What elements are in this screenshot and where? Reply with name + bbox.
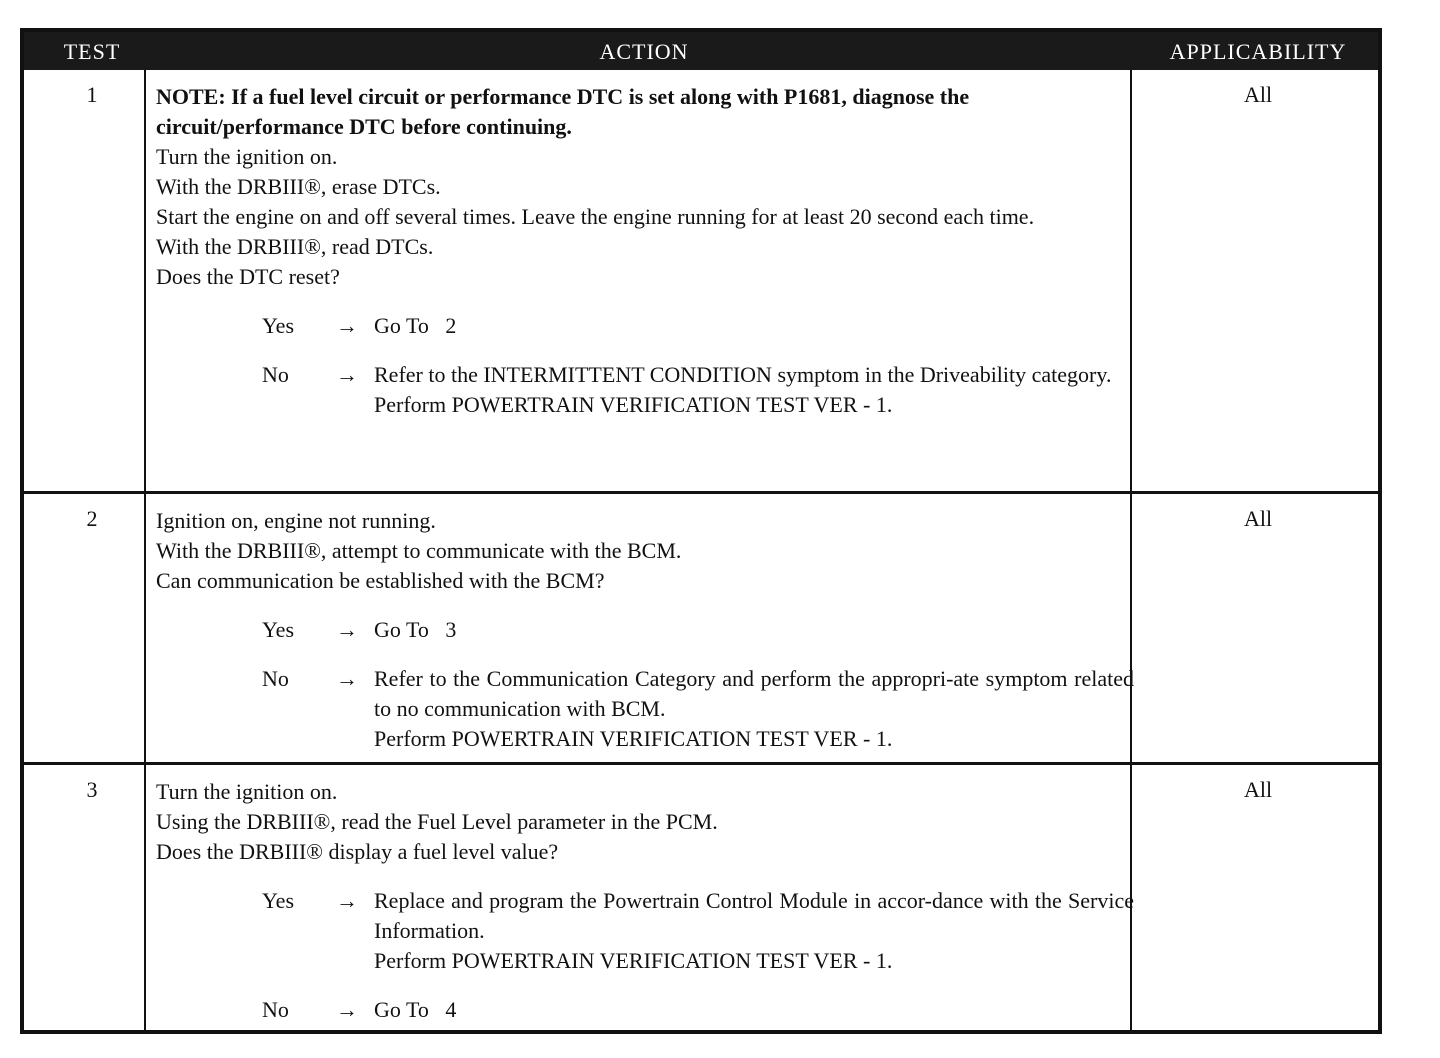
no-label: No bbox=[262, 362, 289, 387]
header-applicability: APPLICABILITY bbox=[1169, 39, 1347, 64]
step-text: Turn the ignition on. bbox=[156, 779, 338, 804]
yes-label: Yes bbox=[262, 888, 295, 913]
action-cell bbox=[156, 82, 1134, 420]
no-answer bbox=[156, 995, 1134, 1025]
step-text: Using the DRBIII®, read the Fuel Level parameter in the PCM. bbox=[156, 809, 718, 834]
test-number: 1 bbox=[86, 82, 98, 107]
answer-text: Go To 2 bbox=[374, 313, 457, 338]
step-text: With the DRBIII®, erase DTCs. bbox=[156, 174, 441, 199]
arrow-right-icon: → bbox=[336, 888, 358, 913]
step-text: Does the DRBIII® display a fuel level value? bbox=[156, 839, 559, 864]
answer-text: Refer to the Communication Category and perform the appropri-ate symptom related to no communication with BCM. bbox=[374, 666, 1134, 721]
answer-text: Go To 4 bbox=[374, 997, 457, 1022]
answer-text: Perform POWERTRAIN VERIFICATION TEST VER - 1. bbox=[374, 392, 893, 417]
step-text: With the DRBIII®, read DTCs. bbox=[156, 234, 434, 259]
row-divider bbox=[24, 762, 1378, 765]
step-text: Can communication be established with the BCM? bbox=[156, 568, 605, 593]
answer-text: Go To 3 bbox=[374, 617, 457, 642]
step-text: Ignition on, engine not running. bbox=[156, 508, 436, 533]
action-cell bbox=[156, 506, 1134, 754]
action-cell bbox=[156, 777, 1134, 1025]
answer-text: Perform POWERTRAIN VERIFICATION TEST VER - 1. bbox=[374, 726, 893, 751]
no-answer bbox=[156, 664, 1134, 754]
yes-label: Yes bbox=[262, 313, 295, 338]
answer-text: Perform POWERTRAIN VERIFICATION TEST VER - 1. bbox=[374, 948, 893, 973]
test-number: 2 bbox=[86, 506, 98, 531]
arrow-right-icon: → bbox=[336, 362, 358, 387]
yes-label: Yes bbox=[262, 617, 295, 642]
applicability-value: All bbox=[1243, 777, 1273, 802]
applicability-value: All bbox=[1243, 506, 1273, 531]
step-text: With the DRBIII®, attempt to communicate with the BCM. bbox=[156, 538, 682, 563]
arrow-right-icon: → bbox=[336, 997, 358, 1022]
yes-answer bbox=[156, 886, 1134, 976]
answer-text: Refer to the INTERMITTENT CONDITION symptom in the Driveability category. bbox=[374, 362, 1112, 387]
arrow-right-icon: → bbox=[336, 617, 358, 642]
row-divider bbox=[24, 491, 1378, 494]
header-test: TEST bbox=[63, 39, 121, 64]
arrow-right-icon: → bbox=[336, 313, 358, 338]
note-text: NOTE: If a fuel level circuit or performance DTC is set along with P1681, diagnose the circuit/performance DTC before continuing. bbox=[156, 84, 970, 139]
diagnostic-table bbox=[20, 28, 1382, 1034]
column-divider bbox=[144, 70, 146, 1030]
yes-answer bbox=[156, 311, 1134, 341]
table-header bbox=[24, 32, 1378, 70]
header-action: ACTION bbox=[599, 39, 689, 64]
step-text: Start the engine on and off several times. Leave the engine running for at least 20 second each time. bbox=[156, 204, 1035, 229]
answer-text: Replace and program the Powertrain Control Module in accor-dance with the Service Information. bbox=[374, 888, 1134, 943]
no-answer bbox=[156, 360, 1134, 420]
no-label: No bbox=[262, 666, 289, 691]
step-text: Does the DTC reset? bbox=[156, 264, 340, 289]
yes-answer bbox=[156, 615, 1134, 645]
arrow-right-icon: → bbox=[336, 666, 358, 691]
applicability-value: All bbox=[1243, 82, 1273, 107]
test-number: 3 bbox=[86, 777, 98, 802]
step-text: Turn the ignition on. bbox=[156, 144, 338, 169]
no-label: No bbox=[262, 997, 289, 1022]
